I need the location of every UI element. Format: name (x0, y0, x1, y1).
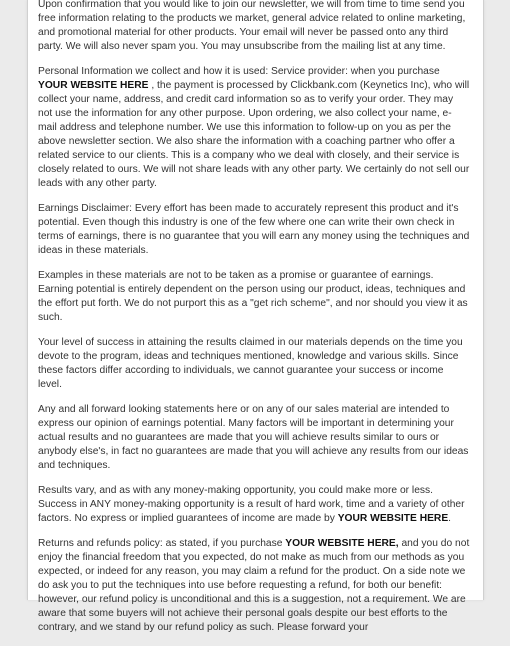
document-page (27, 0, 484, 633)
earnings-disclaimer-paragraph: Earnings Disclaimer: Every effort has been made to accurately represent this product and it's potential. Even though this industry is one of the few where one can write their own check in terms of earnings, there is no guarantee that you will earn any money using the techniques and ideas in these materials. (38, 203, 470, 256)
website-placeholder: YOUR WEBSITE HERE (337, 513, 449, 524)
website-placeholder: YOUR WEBSITE HERE (38, 80, 149, 91)
personal-information-text-end: , the payment is processed by Clickbank.com (Keynetics Inc), who will collect your name, address, and credit card information so as to verify your order. They may not use the information for any other purpose. Upon ordering, we also collect your name, e-mail address and telephone number. We use this information to follow-up on you as per the above newsletter section. We also share the information with a coaching partner who offer a related service to our clients. This is a company who we deal with closely, and their service is closely related to ours. We will not share leads with any other party. We certainly do not sell our leads with any other party. (38, 80, 470, 189)
results-vary-paragraph (38, 484, 470, 526)
refunds-text-start: Returns and refunds policy: as stated, if you purchase (38, 538, 286, 549)
personal-information-paragraph (38, 65, 470, 191)
document-body (38, 0, 470, 646)
forward-looking-paragraph: Any and all forward looking statements here or on any of our sales material are intended to express our opinion of earnings potential. Many factors will be important in determining your actual results and no guarantees are made that you will achieve results similar to ours or anybody else's, in fact no guarantees are made that you will achieve any results from our ideas and techniques. (38, 404, 469, 471)
refunds-paragraph (38, 537, 470, 635)
refunds-text-end: and you do not enjoy the financial freedom that you expected, do not make as much from our methods as you expected, or indeed for any reason, you may claim a refund for the product. On a side note we do ask you to put the techniques into use before requesting a refund, for both our benefit: however, our refund policy is unconditional and this is a suggestion, not a requirement. We are aware that some buyers will not achieve their personal goals despite our best efforts to the contrary, and we stand by our refund policy as such. Please forward your (38, 538, 470, 633)
results-vary-text-end: . (448, 513, 452, 524)
success-paragraph: Your level of success in attaining the results claimed in our materials depends on the time you devote to the program, ideas and techniques mentioned, knowledge and various skills. Since these factors differ according to individuals, we cannot guarantee your success or income level. (38, 337, 463, 390)
website-placeholder: YOUR WEBSITE HERE, (285, 538, 399, 549)
results-vary-text-start: Results vary, and as with any money-making opportunity, you could make more or less. Success in ANY money-making opportunity is a result of hard work, time and a variety of other factors. No express or implied guarantees of income are made by (38, 485, 465, 524)
personal-information-text-start: Personal Information we collect and how it is used: Service provider: when you purchase (38, 66, 440, 77)
newsletter-paragraph: Upon confirmation that you would like to join our newsletter, we will from time to time send you free information relating to the products we market, general advice related to online marketing, and promotional material for other products. Your email will never be passed onto any third party. We will also never spam you. You may unsubscribe from the mailing list at any time. (38, 0, 466, 52)
examples-paragraph: Examples in these materials are not to be taken as a promise or guarantee of earnings. Earning potential is entirely dependent on the person using our product, ideas, techniques and the effort put forth. We do not purport this as a "get rich scheme", and nor should you view it as such. (38, 270, 468, 323)
